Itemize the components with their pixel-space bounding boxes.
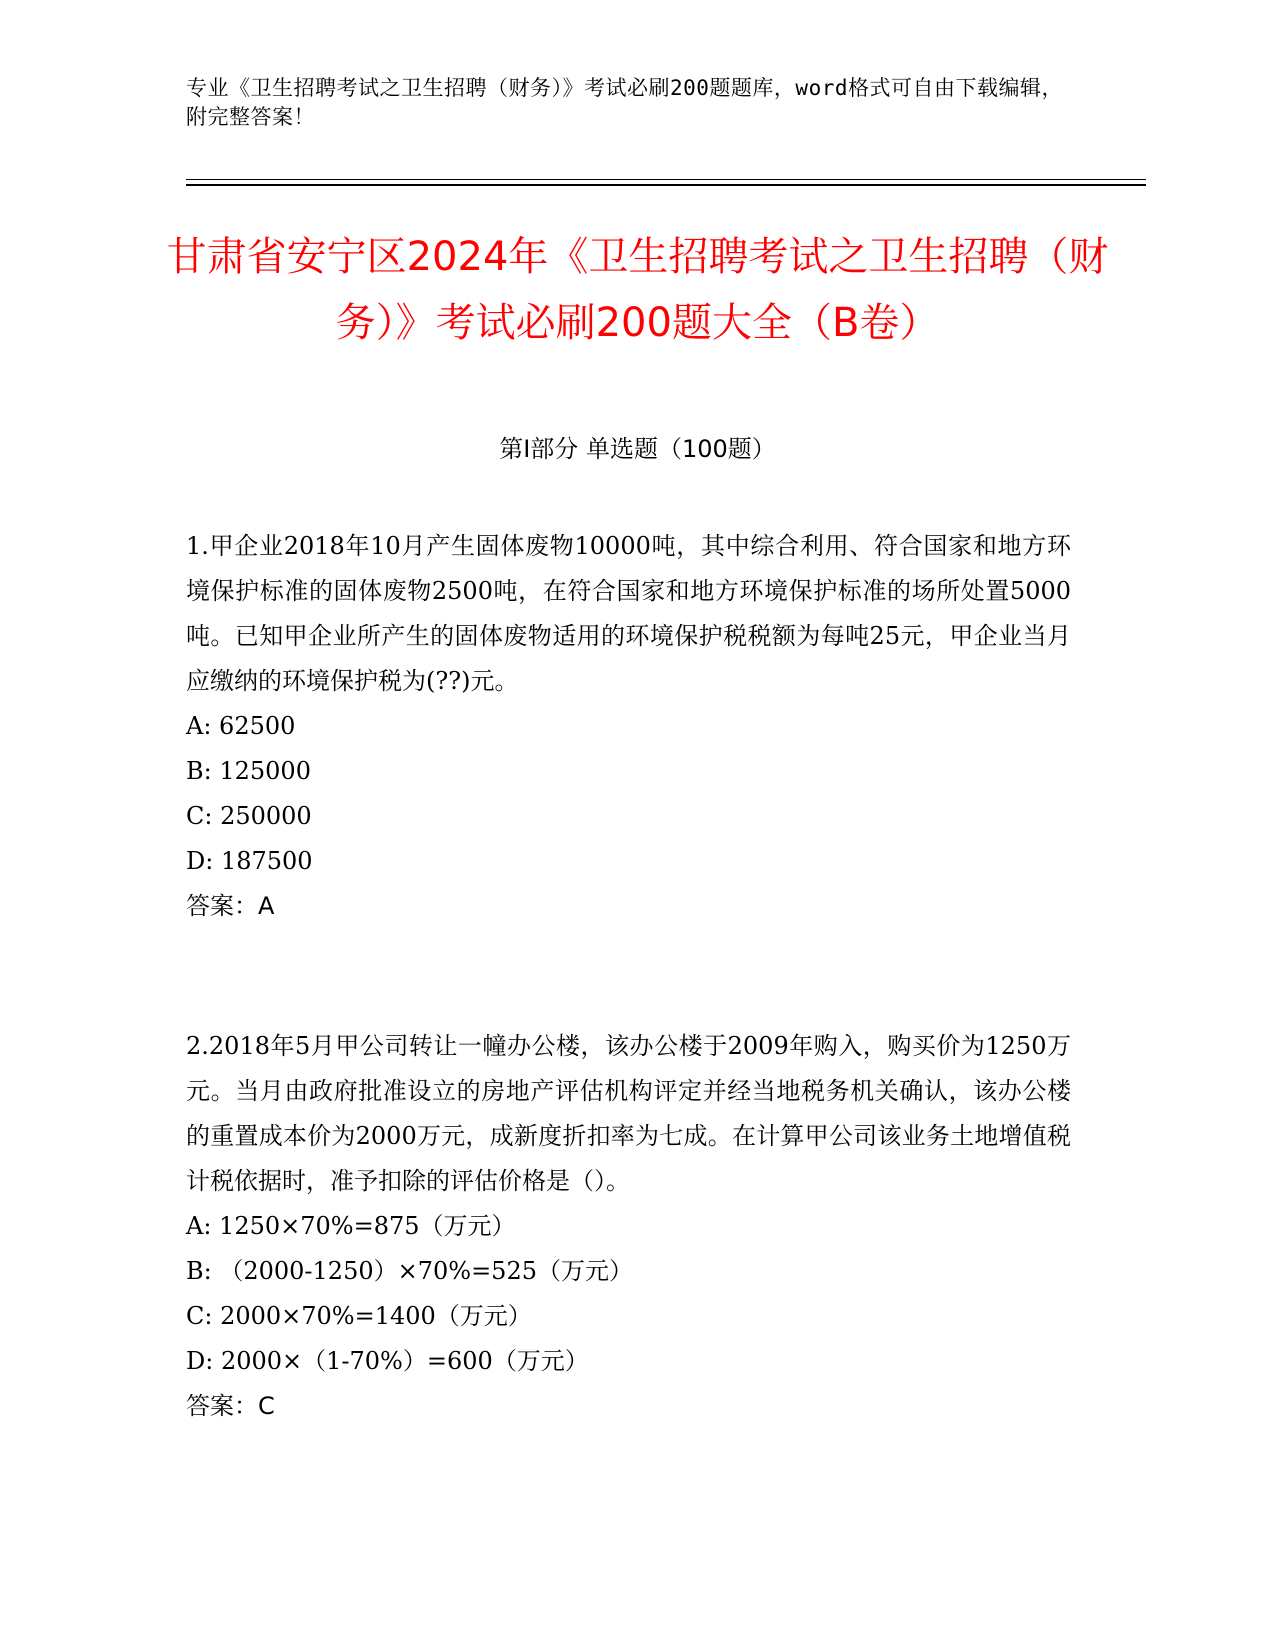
option-b: B: （2000-1250）×70%=525（万元） bbox=[186, 1257, 633, 1285]
header-divider-thin bbox=[186, 179, 1146, 180]
question-stem: 1.甲企业2018年10月产生固体废物10000吨，其中综合利用、符合国家和地方环境保护标准的固体废物2500吨，在符合国家和地方环境保护标准的场所处置5000吨。已知甲企业所产生的固体废物适用的环境保护税税额为每吨25元，甲企业当月应缴纳的环境保护税为(??)元。 bbox=[186, 532, 1071, 695]
header-divider-thick bbox=[186, 184, 1146, 186]
answer-label: 答案：A bbox=[186, 892, 275, 920]
header-note: 专业《卫生招聘考试之卫生招聘（财务）》考试必刷200题题库，word格式可自由下载编辑，附完整答案！ bbox=[186, 76, 1063, 129]
option-b: B: 125000 bbox=[186, 757, 311, 785]
option-c: C: 2000×70%=1400（万元） bbox=[186, 1302, 532, 1330]
question-1 bbox=[186, 524, 1071, 929]
option-a: A: 62500 bbox=[186, 712, 296, 740]
section-heading: 第Ⅰ部分 单选题（100题） bbox=[499, 435, 776, 463]
answer-label: 答案：C bbox=[186, 1392, 275, 1420]
question-2 bbox=[186, 1024, 1071, 1429]
question-stem: 2.2018年5月甲公司转让一幢办公楼，该办公楼于2009年购入，购买价为1250万元。当月由政府批准设立的房地产评估机构评定并经当地税务机关确认，该办公楼的重置成本价为2000万元，成新度折扣率为七成。在计算甲公司该业务土地增值税计税依据时，准予扣除的评估价格是（）。 bbox=[186, 1032, 1071, 1195]
option-d: D: 2000×（1-70%）=600（万元） bbox=[186, 1347, 589, 1375]
option-c: C: 250000 bbox=[186, 802, 312, 830]
document-title: 甘肃省安宁区2024年《卫生招聘考试之卫生招聘（财务）》考试必刷200题大全（B卷） bbox=[166, 234, 1109, 346]
option-a: A: 1250×70%=875（万元） bbox=[186, 1212, 516, 1240]
option-d: D: 187500 bbox=[186, 847, 313, 875]
